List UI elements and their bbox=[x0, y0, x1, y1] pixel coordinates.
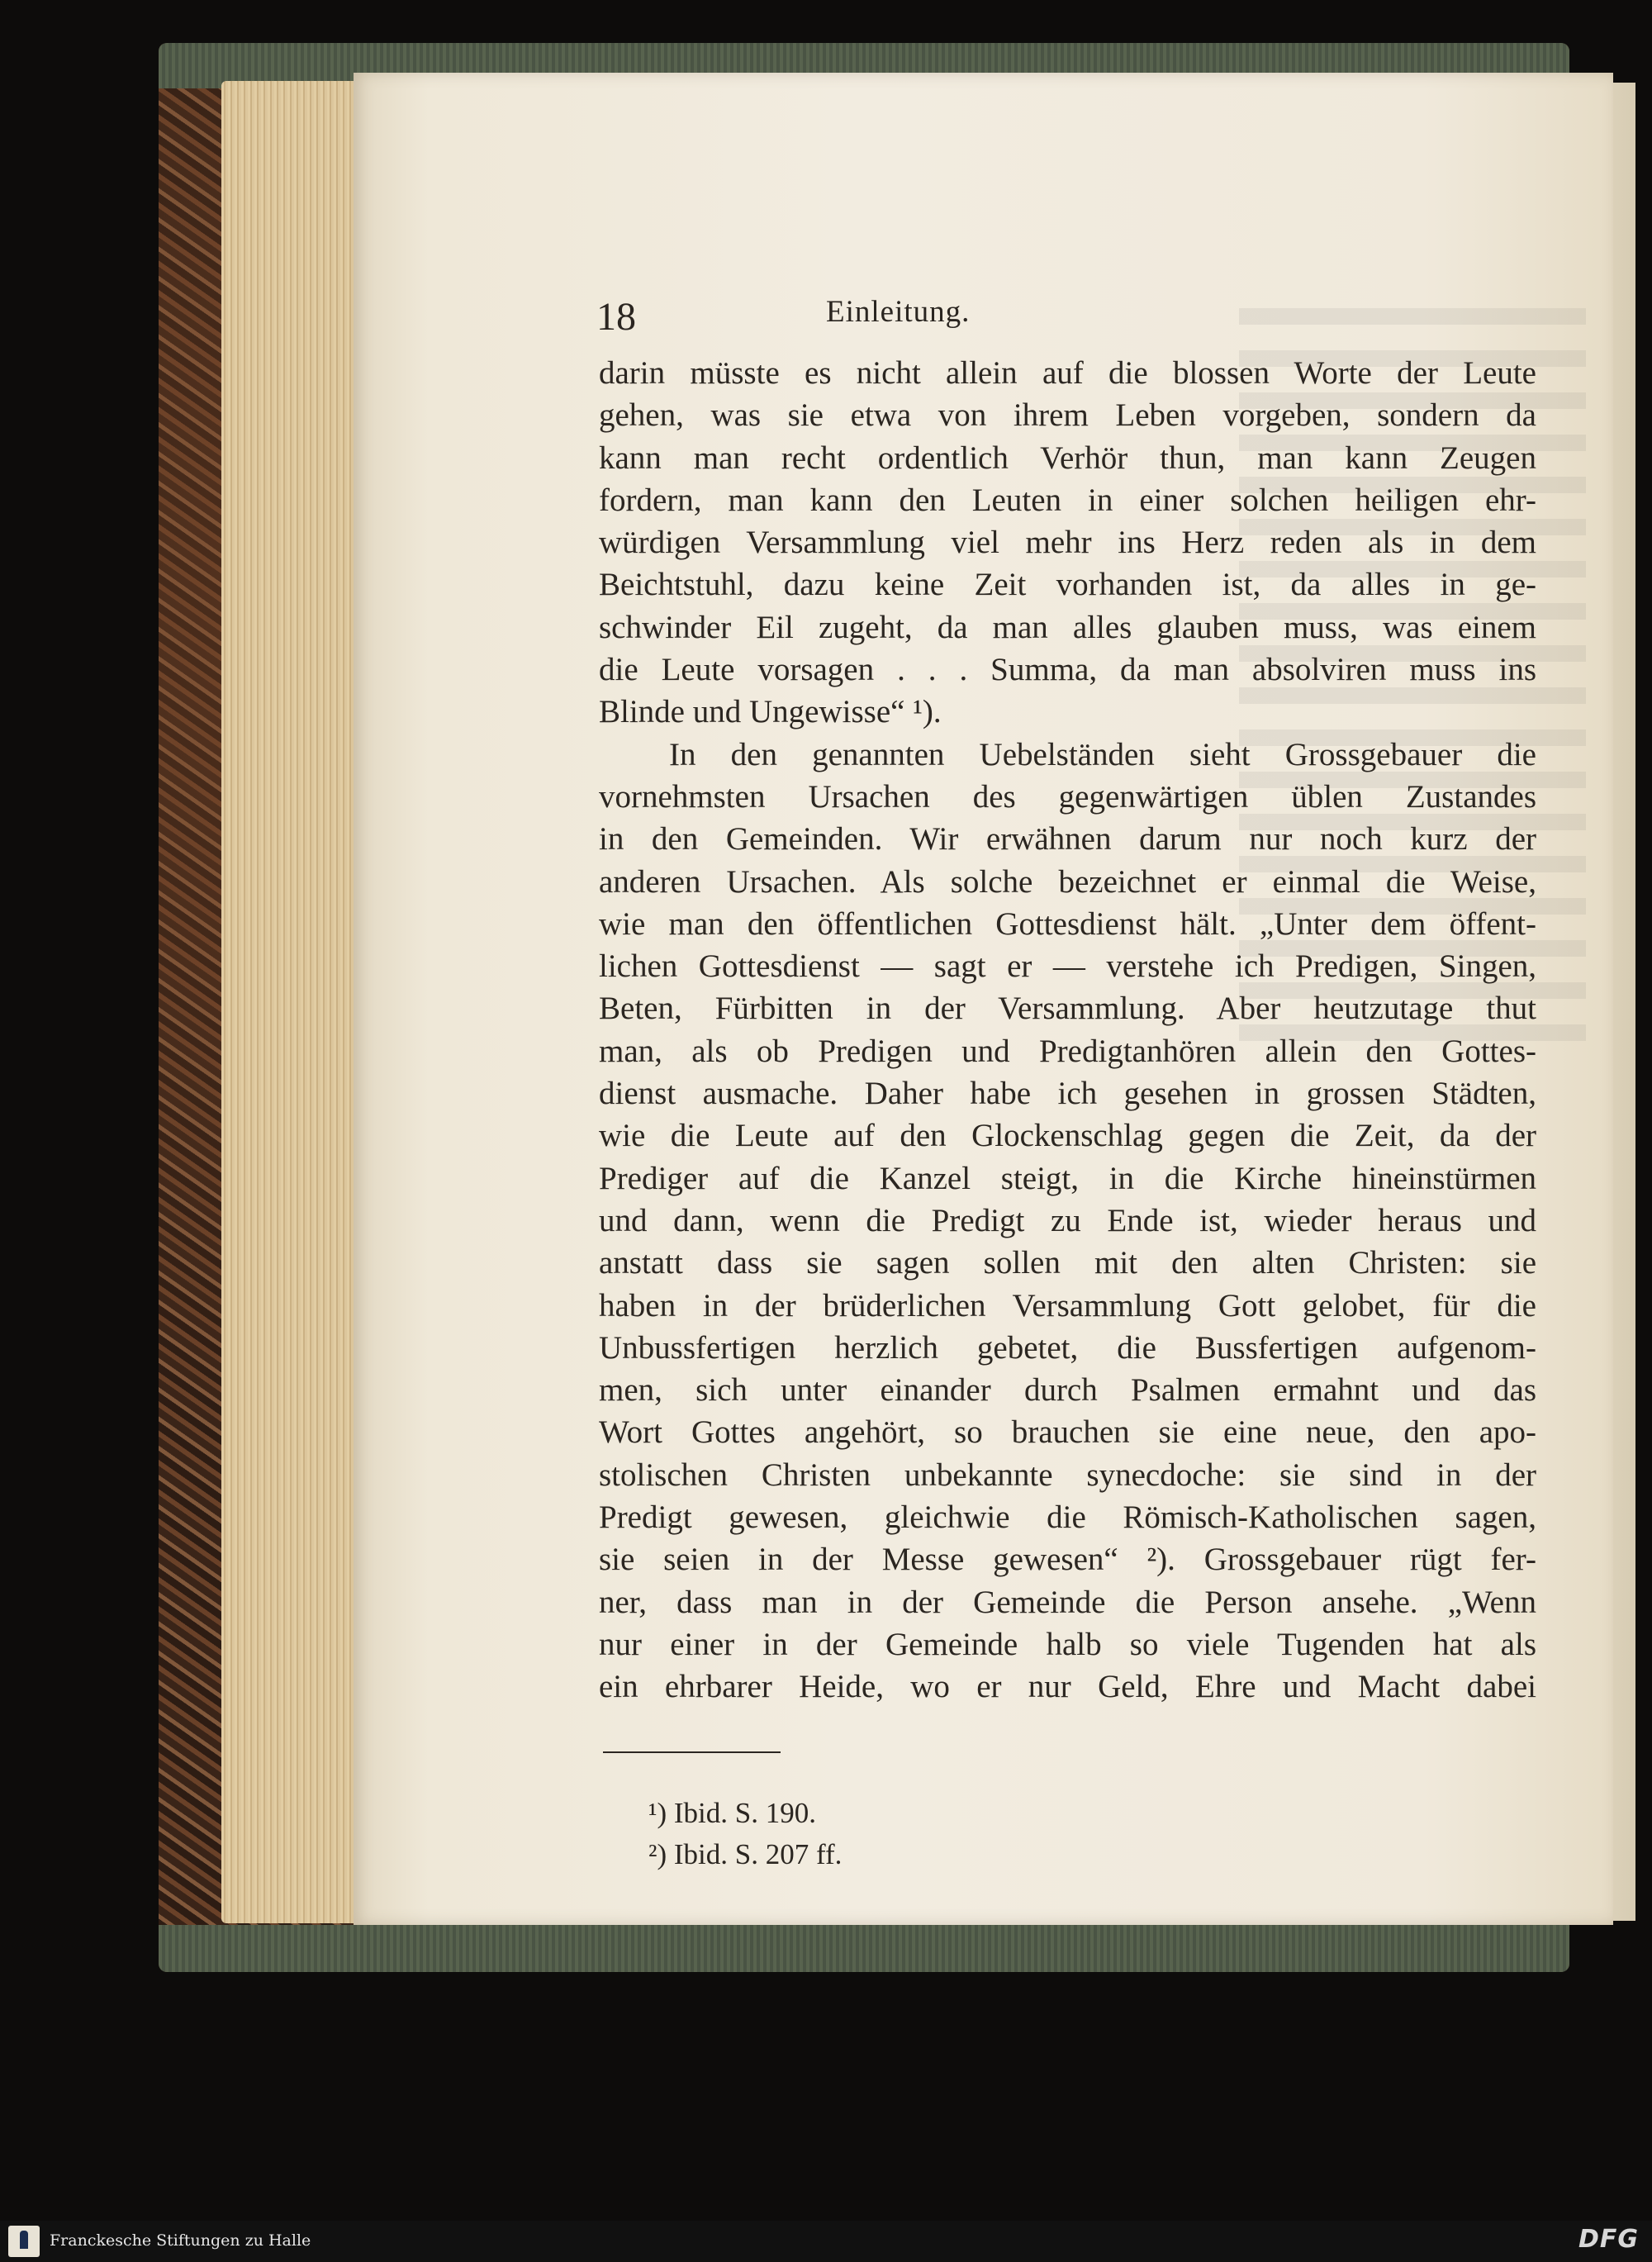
text-line: lichen Gottesdienst — sagt er — verstehe ich Predigen, Singen, bbox=[599, 948, 1536, 985]
text-line: Prediger auf die Kanzel steigt, in die Kirche hineinstürmen bbox=[599, 1160, 1536, 1196]
text-line: sie seien in der Messe gewesen“ ²). Grossgebauer rügt fer- bbox=[599, 1542, 1536, 1578]
text-line: haben in der brüderlichen Versammlung Gott gelobet, für die bbox=[599, 1287, 1536, 1323]
text-line: darin müsste es nicht allein auf die blossen Worte der Leute bbox=[599, 355, 1536, 391]
running-head: Einleitung. bbox=[826, 295, 971, 329]
text-line: schwinder Eil zugeht, da man alles glauben muss, was einem bbox=[599, 609, 1536, 645]
viewer-footer-bar bbox=[0, 2221, 1652, 2262]
text-line: Beichtstuhl, dazu keine Zeit vorhanden ist, da alles in ge- bbox=[599, 567, 1536, 603]
body-text bbox=[599, 352, 1536, 1708]
text-line: und dann, wenn die Predigt zu Ende ist, wieder heraus und bbox=[599, 1202, 1536, 1238]
page-edges bbox=[221, 81, 362, 1923]
text-line: anderen Ursachen. Als solche bezeichnet er einmal die Weise, bbox=[599, 863, 1536, 900]
text-line: in den Gemeinden. Wir erwähnen darum nur noch kurz der bbox=[599, 821, 1536, 858]
footnotes bbox=[648, 1793, 1144, 1875]
text-line: Blinde und Ungewisse“ ¹). bbox=[599, 694, 942, 730]
text-line: wie die Leute auf den Glockenschlag gegen die Zeit, da der bbox=[599, 1118, 1536, 1154]
institution-logo-icon bbox=[8, 2226, 40, 2257]
text-line: stolischen Christen unbekannte synecdoche: sie sind in der bbox=[599, 1457, 1536, 1493]
text-line: kann man recht ordentlich Verhör thun, man kann Zeugen bbox=[599, 440, 1536, 476]
text-line: Unbussfertigen herzlich gebetet, die Bussfertigen aufgenom- bbox=[599, 1329, 1536, 1366]
text-line: die Leute vorsagen . . . Summa, da man absolviren muss ins bbox=[599, 652, 1536, 688]
footnote-rule bbox=[603, 1751, 781, 1753]
footnote: ¹) Ibid. S. 190. bbox=[648, 1797, 816, 1829]
dfg-logo: DFG bbox=[1578, 2225, 1639, 2254]
text-line: man, als ob Predigen und Predigtanhören allein den Gottes- bbox=[599, 1033, 1536, 1069]
text-line: würdigen Versammlung viel mehr ins Herz reden als in dem bbox=[599, 525, 1536, 561]
text-line: nur einer in der Gemeinde halb so viele Tugenden hat als bbox=[599, 1626, 1536, 1662]
page-number: 18 bbox=[596, 295, 636, 339]
institution-name: Franckesche Stiftungen zu Halle bbox=[50, 2231, 311, 2250]
text-line: fordern, man kann den Leuten in einer solchen heiligen ehr- bbox=[599, 482, 1536, 518]
text-line: wie man den öffentlichen Gottesdienst hält. „Unter dem öffent- bbox=[599, 905, 1536, 942]
text-line: Wort Gottes angehört, so brauchen sie eine neue, den apo- bbox=[599, 1414, 1536, 1451]
text-line: Predigt gewesen, gleichwie die Römisch-Katholischen sagen, bbox=[599, 1499, 1536, 1536]
text-line: anstatt dass sie sagen sollen mit den alten Christen: sie bbox=[599, 1245, 1536, 1281]
footnote: ²) Ibid. S. 207 ff. bbox=[648, 1838, 843, 1870]
text-line: gehen, was sie etwa von ihrem Leben vorgeben, sondern da bbox=[599, 397, 1536, 434]
text-line: men, sich unter einander durch Psalmen ermahnt und das bbox=[599, 1372, 1536, 1409]
text-line: vornehmsten Ursachen des gegenwärtigen üblen Zustandes bbox=[599, 778, 1536, 815]
text-line: dienst ausmache. Daher habe ich gesehen in grossen Städten, bbox=[599, 1076, 1536, 1112]
cloth-binding-bottom bbox=[159, 1925, 1569, 1972]
text-line: In den genannten Uebelständen sieht Grossgebauer die bbox=[669, 736, 1536, 772]
text-line: ner, dass man in der Gemeinde die Person ansehe. „Wenn bbox=[599, 1584, 1536, 1620]
text-line: ein ehrbarer Heide, wo er nur Geld, Ehre und Macht dabei bbox=[599, 1669, 1536, 1705]
text-line: Beten, Fürbitten in der Versammlung. Aber heutzutage thut bbox=[599, 991, 1536, 1027]
